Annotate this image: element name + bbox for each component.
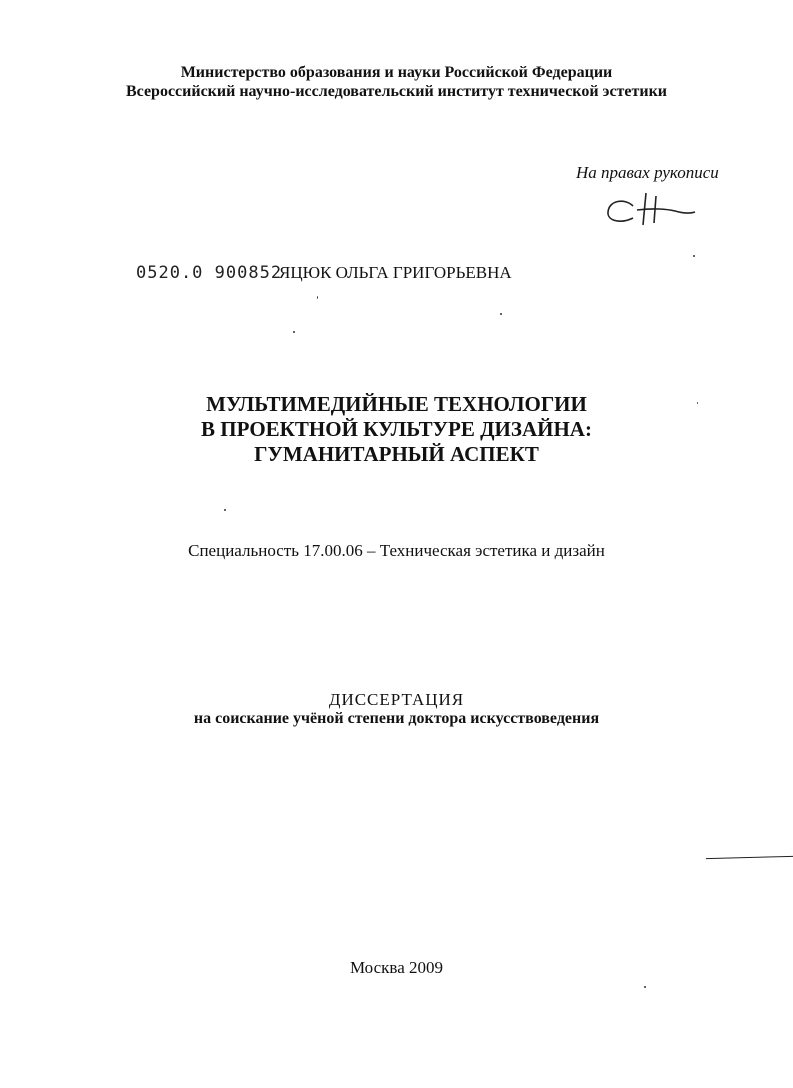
- scan-speck: [697, 402, 698, 404]
- specialty-line: Специальность 17.00.06 – Техническая эстетика и дизайн: [188, 541, 605, 560]
- author-name: ЯЦЮК ОЛЬГА ГРИГОРЬЕВНА: [279, 263, 512, 282]
- scan-speck: [317, 296, 318, 299]
- signature-mark: [603, 188, 703, 230]
- institute-line: Всероссийский научно-исследовательский институт технической эстетики: [125, 83, 668, 100]
- city-year: Москва 2009: [349, 958, 444, 977]
- scan-speck: [644, 986, 646, 988]
- title-line-3: ГУМАНИТАРНЫЙ АСПЕКТ: [254, 442, 539, 466]
- scan-speck: [500, 313, 502, 315]
- scan-speck: [693, 255, 695, 257]
- catalog-number-stamp: 0520.0 900852: [136, 263, 283, 283]
- scan-speck: [293, 331, 295, 333]
- ministry-line: Министерство образования и науки Российской Федерации: [180, 64, 613, 81]
- title-line-2: В ПРОЕКТНОЙ КУЛЬТУРЕ ДИЗАЙНА:: [201, 417, 592, 441]
- degree-line: на соискание учёной степени доктора искусствоведения: [193, 710, 600, 727]
- document-type: ДИССЕРТАЦИЯ: [328, 690, 465, 709]
- title-line-1: МУЛЬТИМЕДИЙНЫЕ ТЕХНОЛОГИИ: [206, 392, 587, 416]
- scan-speck: [224, 509, 226, 511]
- manuscript-rights-note: На правах рукописи: [576, 163, 719, 182]
- margin-stroke: [706, 856, 793, 859]
